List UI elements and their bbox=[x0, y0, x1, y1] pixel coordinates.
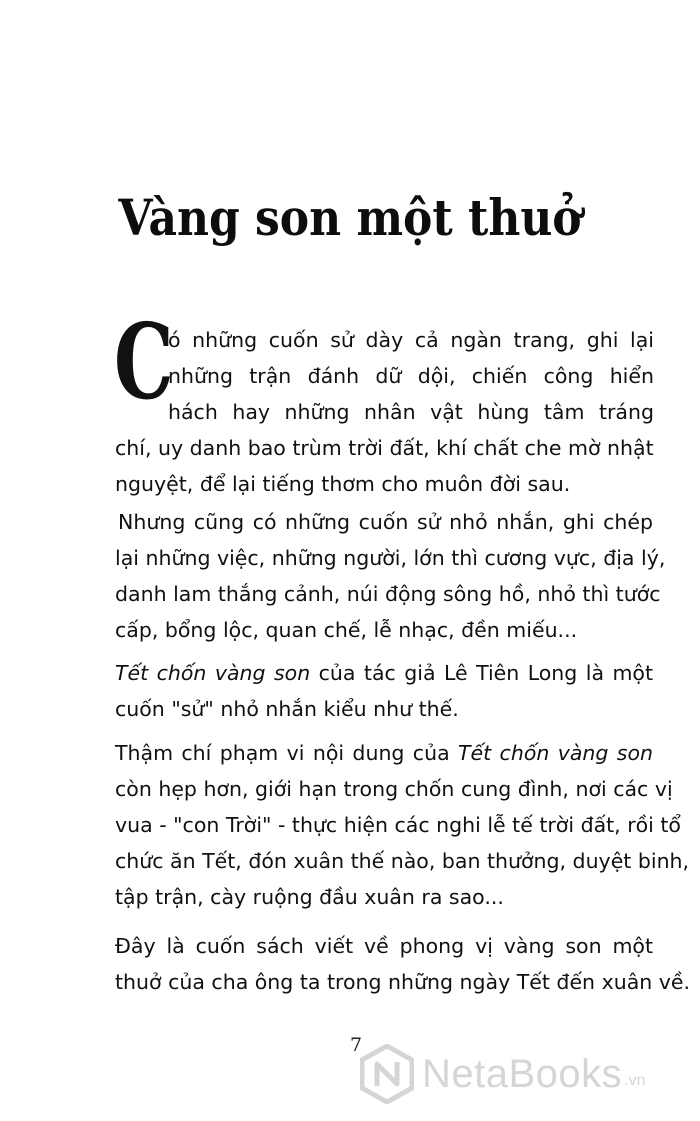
book-title-italic: Tết chốn vàng son bbox=[458, 741, 654, 765]
paragraph-4-line-4: chức ăn Tết, đón xuân thế nào, ban thưởng, duyệt binh, bbox=[115, 849, 690, 873]
paragraph-3-line-1 bbox=[115, 655, 653, 691]
paragraph-1-line-5: nguyệt, để lại tiếng thơm cho muôn đời sau. bbox=[115, 472, 571, 496]
page-number: 7 bbox=[350, 1034, 363, 1056]
paragraph-3-line-2: cuốn "sử" nhỏ nhắn kiểu như thế. bbox=[115, 697, 459, 721]
paragraph-1-line-3: hách hay những nhân vật hùng tâm tráng bbox=[168, 400, 654, 424]
paragraph-4 bbox=[115, 735, 690, 915]
paragraph-5-line-1: Đây là cuốn sách viết về phong vị vàng son một bbox=[115, 934, 653, 958]
netabooks-logo-icon bbox=[360, 1044, 414, 1104]
paragraph-1-line-1: ó những cuốn sử dày cả ngàn trang, ghi lại bbox=[168, 328, 654, 352]
paragraph-1-line-4: chí, uy danh bao trùm trời đất, khí chất che mờ nhật bbox=[115, 436, 654, 460]
paragraph-1-continuation bbox=[115, 430, 653, 502]
paragraph-2-line-1: Nhưng cũng có những cuốn sử nhỏ nhắn, ghi chép bbox=[118, 510, 653, 534]
watermark-suffix: .vn bbox=[624, 1072, 646, 1089]
paragraph-5-line-2: thuở của cha ông ta trong những ngày Tết đến xuân về. bbox=[115, 970, 691, 994]
paragraph-4-line-3: vua - "con Trời" - thực hiện các nghi lễ tế trời đất, rồi tổ bbox=[115, 813, 681, 837]
drop-cap: C bbox=[114, 300, 174, 423]
paragraph-4-line-1-start: Thậm chí phạm vi nội dung của bbox=[115, 741, 459, 765]
paragraph-2-line-2: lại những việc, những người, lớn thì cương vực, địa lý, bbox=[115, 546, 666, 570]
paragraph-1-line-2: những trận đánh dữ dội, chiến công hiển bbox=[168, 364, 654, 388]
paragraph-3 bbox=[115, 655, 653, 727]
watermark bbox=[360, 1044, 646, 1104]
paragraph-3-line-1-rest: của tác giả Lê Tiên Long là một bbox=[310, 661, 653, 685]
chapter-title: Vàng son một thuở bbox=[118, 188, 582, 247]
watermark-brand: NetaBooks bbox=[422, 1051, 623, 1096]
paragraph-2-line-3: danh lam thắng cảnh, núi động sông hồ, nhỏ thì tước bbox=[115, 582, 661, 606]
paragraph-4-line-2: còn hẹp hơn, giới hạn trong chốn cung đình, nơi các vị bbox=[115, 777, 673, 801]
paragraph-4-line-1 bbox=[115, 735, 653, 771]
paragraph-5 bbox=[115, 928, 691, 1000]
paragraph-4-line-5: tập trận, cày ruộng đầu xuân ra sao... bbox=[115, 885, 504, 909]
paragraph-1-opening bbox=[168, 322, 654, 430]
paragraph-2-line-4: cấp, bổng lộc, quan chế, lễ nhạc, đền miếu... bbox=[115, 618, 578, 642]
book-title-italic: Tết chốn vàng son bbox=[115, 661, 311, 685]
paragraph-2 bbox=[115, 504, 666, 648]
